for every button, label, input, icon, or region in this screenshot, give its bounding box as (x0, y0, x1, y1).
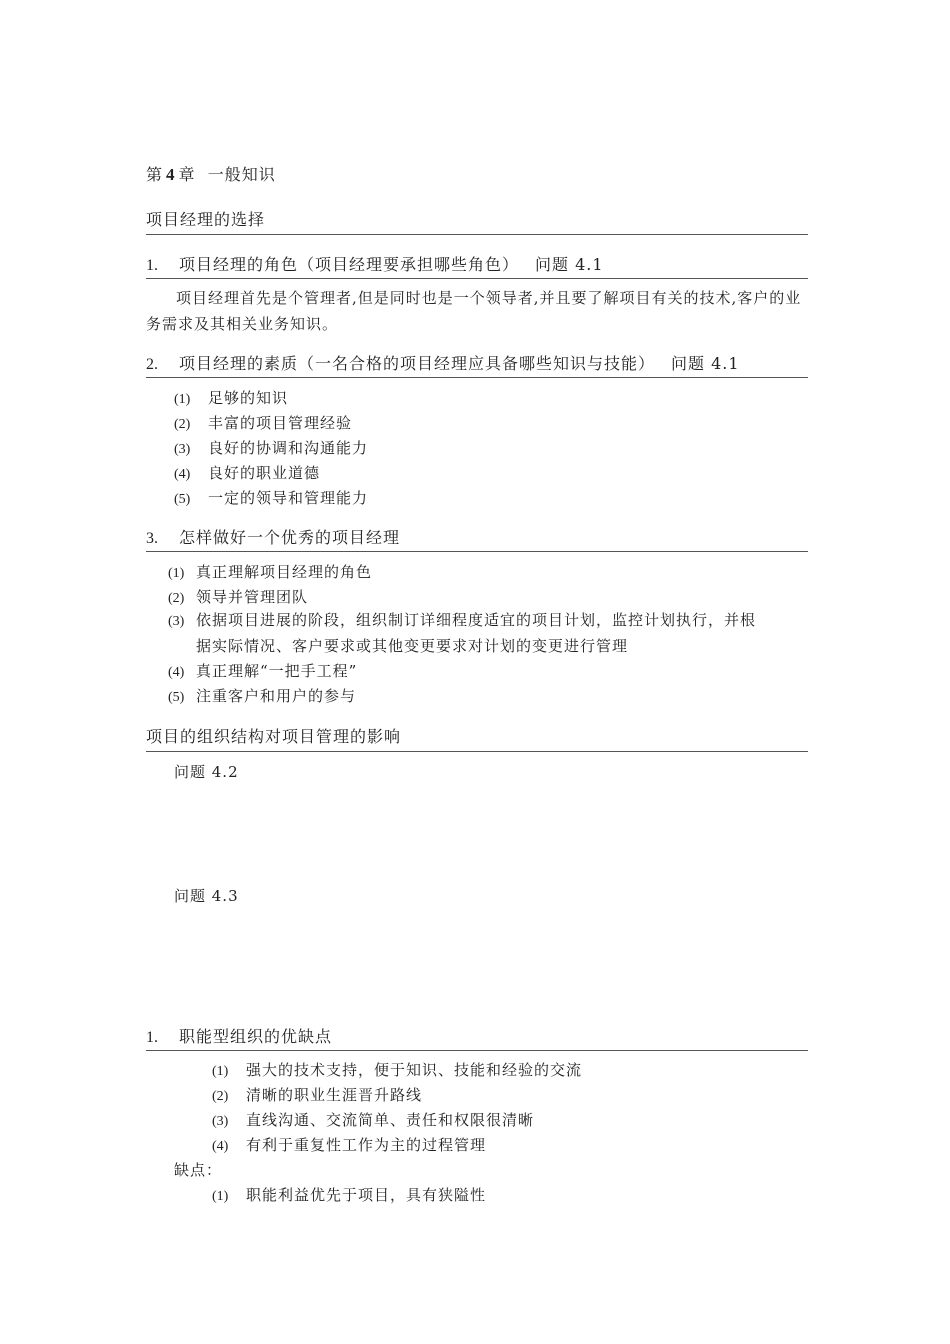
chapter-prefix: 第 (146, 165, 164, 184)
item-number: (5) (168, 690, 185, 705)
list-item (212, 1109, 534, 1130)
list-item (174, 412, 352, 433)
item-number: (5) (174, 492, 191, 507)
heading-number: 3. (146, 530, 158, 547)
heading-rule (146, 1050, 808, 1051)
item-number: (3) (168, 614, 185, 629)
item-text: 良好的职业道德 (208, 464, 321, 482)
heading-excellent-pm (146, 525, 400, 548)
item-number: (2) (168, 591, 185, 606)
heading-rule (146, 377, 808, 378)
item-text-continued: 据实际情况、客户要求或其他变更要求对计划的变更进行管理 (196, 637, 629, 655)
item-text: 真正理解项目经理的角色 (196, 563, 373, 581)
section-title-pm-selection: 项目经理的选择 (146, 210, 266, 229)
heading-rule (146, 278, 808, 279)
list-item (212, 1134, 486, 1155)
list-item (174, 437, 368, 458)
item-number: (1) (212, 1064, 229, 1079)
item-text: 直线沟通、交流简单、责任和权限很清晰 (246, 1111, 535, 1129)
heading-pm-quality (146, 351, 740, 374)
item-text: 足够的知识 (208, 389, 289, 407)
heading-text: 项目经理的角色（项目经理要承担哪些角色） (179, 255, 520, 274)
heading-number: 1. (146, 1029, 158, 1046)
section-rule (146, 234, 808, 235)
item-text: 一定的领导和管理能力 (208, 489, 369, 507)
heading-number: 2. (146, 356, 158, 373)
item-number: (1) (168, 566, 185, 581)
list-item (168, 660, 357, 681)
heading-text: 项目经理的素质（一名合格的项目经理应具备哪些知识与技能） (179, 354, 656, 373)
item-text: 领导并管理团队 (196, 588, 309, 606)
item-text: 注重客户和用户的参与 (196, 687, 357, 705)
question-ref: 问题 4.2 (174, 763, 239, 781)
item-text: 职能利益优先于项目，具有狭隘性 (246, 1186, 487, 1204)
item-number: (4) (168, 665, 185, 680)
item-text: 清晰的职业生涯晋升路线 (246, 1086, 423, 1104)
heading-text: 怎样做好一个优秀的项目经理 (179, 528, 401, 547)
list-item (168, 586, 308, 607)
chapter-suffix: 章 (178, 165, 196, 184)
item-number: (1) (174, 392, 191, 407)
heading-rule (146, 551, 808, 552)
list-item (212, 1059, 582, 1080)
item-text: 依据项目进展的阶段，组织制订详细程度适宜的项目计划，监控计划执行，并根 (196, 611, 757, 629)
section-title-org-structure: 项目的组织结构对项目管理的影响 (146, 727, 402, 746)
item-text: 强大的技术支持，便于知识、技能和经验的交流 (246, 1061, 583, 1079)
heading-ref: 问题 4.1 (535, 255, 604, 274)
heading-functional-org (146, 1024, 332, 1047)
chapter-heading (146, 162, 276, 185)
list-item (168, 561, 372, 582)
paragraph-pm-role (146, 285, 808, 337)
item-number: (3) (174, 442, 191, 457)
item-text: 良好的协调和沟通能力 (208, 439, 369, 457)
list-item (174, 387, 288, 408)
item-number: (4) (174, 467, 191, 482)
cons-label: 缺点： (174, 1161, 223, 1179)
item-number: (2) (212, 1089, 229, 1104)
paragraph-text: 项目经理首先是个管理者,但是同时也是一个领导者,并且要了解项目有关的技术,客户的业务需求及其相关业务知识。 (146, 289, 802, 333)
list-item (174, 462, 320, 483)
list-item (168, 685, 356, 706)
chapter-title: 一般知识 (207, 165, 276, 184)
item-number: (3) (212, 1114, 229, 1129)
list-item (212, 1184, 486, 1205)
list-item (168, 608, 808, 659)
list-item (212, 1084, 422, 1105)
question-ref: 问题 4.3 (174, 887, 239, 905)
heading-text: 职能型组织的优缺点 (179, 1027, 333, 1046)
item-number: (2) (174, 417, 191, 432)
item-text: 真正理解“一把手工程” (196, 662, 358, 680)
item-text: 丰富的项目管理经验 (208, 414, 353, 432)
list-item (174, 487, 368, 508)
chapter-number: 4 (166, 165, 176, 184)
item-number: (1) (212, 1189, 229, 1204)
heading-ref: 问题 4.1 (671, 354, 740, 373)
heading-number: 1. (146, 257, 158, 274)
section-rule (146, 751, 808, 752)
item-number: (4) (212, 1139, 229, 1154)
heading-pm-role (146, 252, 604, 275)
item-text: 有利于重复性工作为主的过程管理 (246, 1136, 487, 1154)
